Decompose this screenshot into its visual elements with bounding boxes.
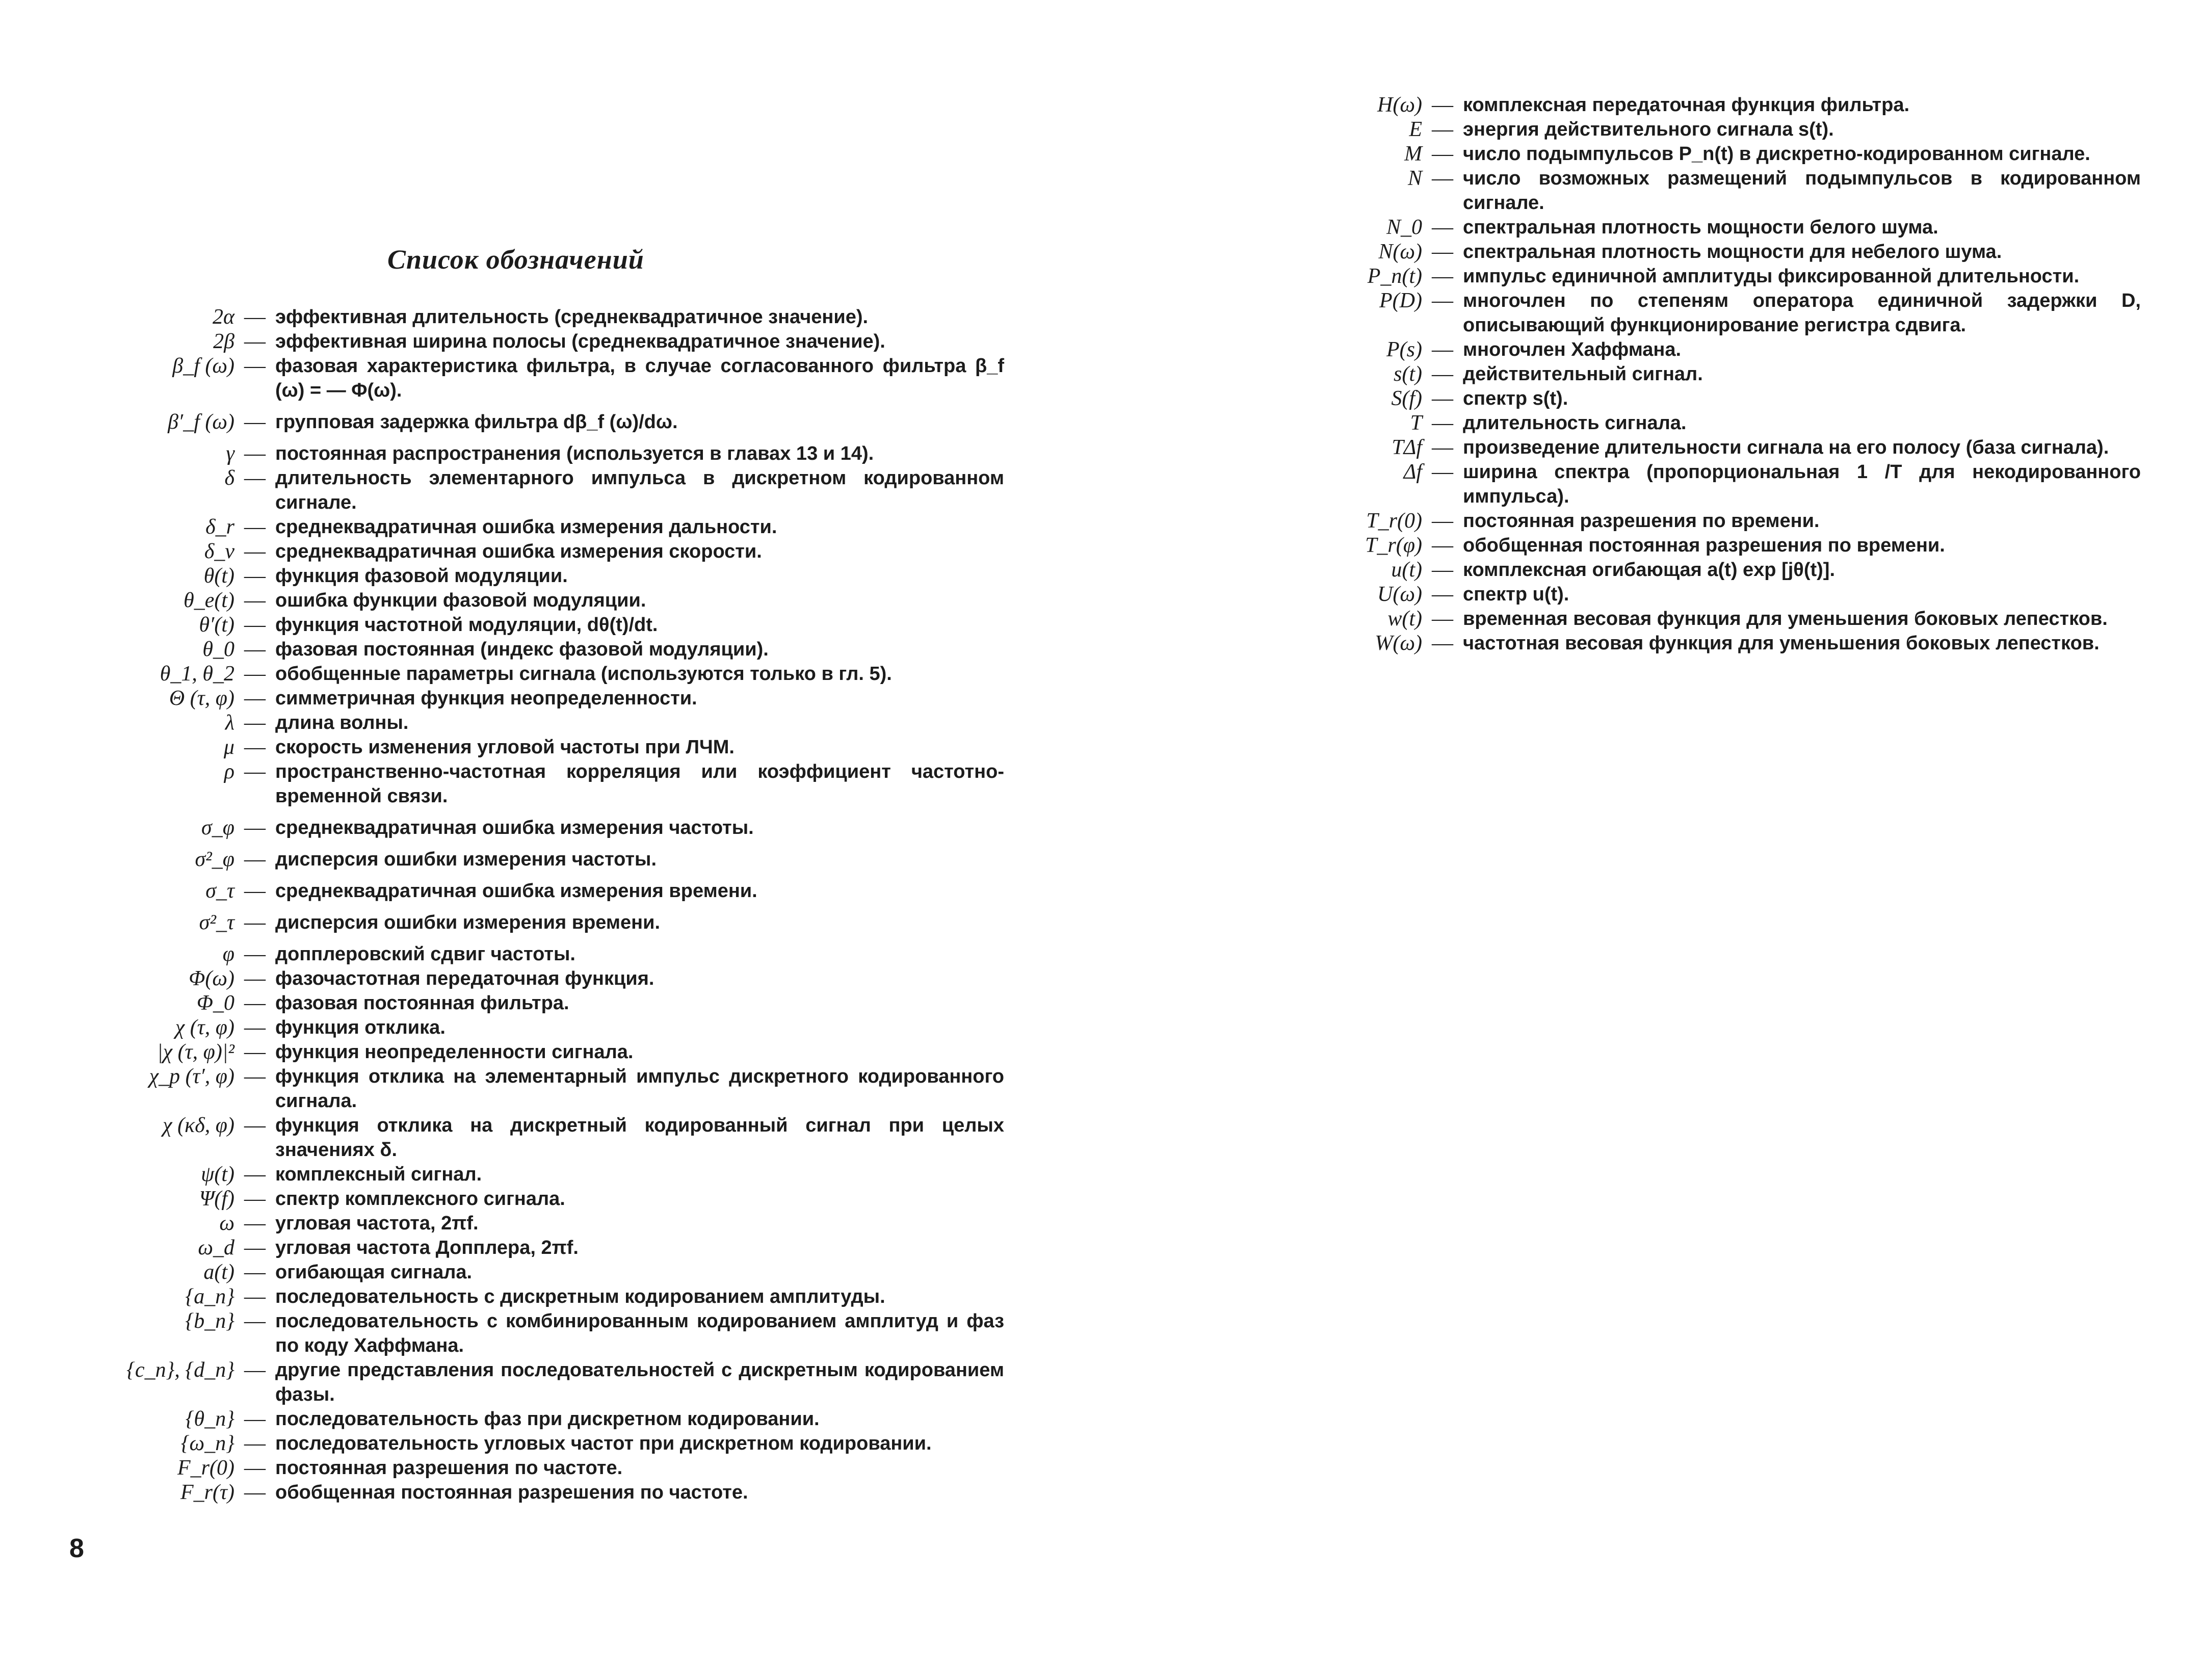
glossary-entry [61, 759, 1004, 808]
glossary-definition: фазочастотная передаточная функция. [275, 968, 654, 989]
glossary-entry [1223, 533, 2141, 558]
glossary-dash: — [244, 1065, 266, 1088]
glossary-symbol: ω [219, 1212, 234, 1235]
glossary-definition: комплексный сигнал. [275, 1164, 482, 1185]
glossary-dash: — [244, 687, 266, 710]
glossary-definition: среднеквадратичная ошибка измерения частоты. [275, 817, 754, 838]
glossary-symbol: δ_v [204, 540, 234, 563]
glossary-definition: ширина спектра (пропорциональная 1 /T для некодированного импульса). [1463, 461, 2141, 507]
glossary-entry [1223, 117, 2141, 142]
glossary-symbol: Φ_0 [197, 991, 234, 1015]
right-glossary-list [1223, 93, 2141, 655]
glossary-entry [61, 466, 1004, 515]
glossary-dash: — [244, 613, 266, 637]
glossary-entry [61, 711, 1004, 735]
glossary-definition: функция фазовой модуляции. [275, 565, 568, 587]
glossary-dash: — [1432, 240, 1453, 264]
glossary-entry [61, 410, 1004, 434]
glossary-symbol: σ²_φ [195, 848, 234, 871]
glossary-entry [1223, 631, 2141, 655]
glossary-definition: угловая частота Допплера, 2πf. [275, 1237, 579, 1258]
glossary-dash: — [244, 967, 266, 990]
glossary-symbol: a(t) [203, 1261, 234, 1284]
glossary-dash: — [244, 1456, 266, 1480]
glossary-dash: — [1432, 338, 1453, 361]
glossary-symbol: u(t) [1391, 558, 1422, 582]
glossary-definition: обобщенная постоянная разрешения по времени. [1463, 535, 1945, 556]
glossary-dash: — [244, 410, 266, 434]
glossary-dash: — [1432, 265, 1453, 288]
glossary-symbol: χ (τ, φ) [175, 1016, 234, 1039]
glossary-symbol: Δf [1403, 460, 1422, 484]
glossary-symbol: P(s) [1386, 338, 1422, 361]
glossary-dash: — [244, 515, 266, 539]
glossary-dash: — [1432, 167, 1453, 190]
glossary-definition: эффективная ширина полосы (среднеквадратичное значение). [275, 331, 885, 352]
glossary-definition: фазовая постоянная фильтра. [275, 992, 569, 1014]
glossary-symbol: {a_n} [185, 1285, 234, 1308]
glossary-dash: — [244, 638, 266, 661]
glossary-dash: — [244, 1358, 266, 1382]
glossary-entry [61, 588, 1004, 613]
glossary-dash: — [244, 1187, 266, 1211]
glossary-dash: — [1432, 118, 1453, 141]
glossary-entry [61, 1040, 1004, 1064]
page-number: 8 [69, 1534, 84, 1563]
glossary-dash: — [244, 848, 266, 871]
glossary-symbol: δ_r [205, 515, 234, 539]
glossary-symbol: ω_d [198, 1236, 234, 1259]
glossary-entry [61, 1480, 1004, 1505]
glossary-dash: — [1432, 534, 1453, 557]
glossary-entry [61, 1211, 1004, 1236]
glossary-definition: дисперсия ошибки измерения времени. [275, 912, 661, 933]
glossary-entry [61, 613, 1004, 637]
glossary-entry [61, 1236, 1004, 1260]
glossary-dash: — [244, 1481, 266, 1504]
glossary-symbol: 2α [212, 305, 234, 329]
glossary-dash: — [244, 760, 266, 783]
glossary-entry [1223, 607, 2141, 631]
glossary-symbol: θ′(t) [199, 613, 234, 637]
glossary-symbol: N(ω) [1378, 240, 1422, 264]
glossary-dash: — [1432, 216, 1453, 239]
glossary-definition: произведение длительности сигнала на его полосу (база сигнала). [1463, 437, 2109, 458]
glossary-entry [61, 1358, 1004, 1407]
glossary-entry [61, 910, 1004, 935]
glossary-entry [61, 735, 1004, 759]
glossary-dash: — [244, 1285, 266, 1308]
glossary-definition: спектр комплексного сигнала. [275, 1188, 565, 1210]
glossary-dash: — [244, 330, 266, 353]
glossary-symbol: σ_φ [201, 816, 234, 839]
glossary-entry [61, 1064, 1004, 1113]
glossary-symbol: {b_n} [185, 1309, 234, 1333]
glossary-dash: — [1432, 583, 1453, 606]
glossary-entry [61, 637, 1004, 662]
glossary-definition: функция отклика на элементарный импульс дискретного кодированного сигнала. [275, 1066, 1004, 1112]
glossary-definition: длительность элементарного импульса в дискретном кодированном сигнале. [275, 467, 1004, 513]
glossary-definition: спектральная плотность мощности белого шума. [1463, 217, 1938, 238]
glossary-definition: многочлен по степеням оператора единичной задержки D, описывающий функционирование регистра сдвига. [1463, 290, 2141, 336]
glossary-symbol: T_r(0) [1366, 509, 1422, 533]
glossary-dash: — [1432, 632, 1453, 655]
glossary-dash: — [244, 816, 266, 839]
glossary-definition: последовательность угловых частот при дискретном кодировании. [275, 1433, 932, 1454]
glossary-symbol: Φ(ω) [189, 967, 234, 990]
glossary-definition: комплексная передаточная функция фильтра. [1463, 94, 1910, 116]
glossary-symbol: M [1404, 142, 1422, 166]
glossary-symbol: Ψ(f) [199, 1187, 234, 1211]
glossary-definition: спектральная плотность мощности для небелого шума. [1463, 241, 2002, 262]
glossary-symbol: U(ω) [1377, 583, 1422, 606]
glossary-entry [1223, 460, 2141, 509]
glossary-definition: частотная весовая функция для уменьшения боковых лепестков. [1463, 633, 2100, 654]
glossary-symbol: γ [226, 442, 234, 465]
glossary-dash: — [244, 354, 266, 378]
glossary-symbol: T_r(φ) [1365, 534, 1422, 557]
glossary-definition: среднеквадратичная ошибка измерения дальности. [275, 516, 777, 538]
glossary-entry [61, 966, 1004, 991]
glossary-symbol: Θ (τ, φ) [169, 687, 234, 710]
glossary-entry [61, 1456, 1004, 1480]
glossary-dash: — [244, 879, 266, 903]
glossary-definition: фазовая постоянная (индекс фазовой модуляции). [275, 639, 769, 660]
glossary-dash: — [244, 466, 266, 490]
glossary-entry [1223, 362, 2141, 386]
glossary-definition: спектр u(t). [1463, 584, 1569, 605]
glossary-definition: пространственно-частотная корреляция или коэффициент частотно-временной связи. [275, 761, 1004, 807]
glossary-definition: среднеквадратичная ошибка измерения скорости. [275, 541, 762, 562]
glossary-definition: среднеквадратичная ошибка измерения времени. [275, 880, 757, 902]
glossary-symbol: N_0 [1386, 216, 1422, 239]
glossary-entry [1223, 337, 2141, 362]
glossary-entry [1223, 240, 2141, 264]
glossary-definition: временная весовая функция для уменьшения боковых лепестков. [1463, 608, 2108, 629]
glossary-symbol: {ω_n} [180, 1432, 234, 1455]
glossary-entry [1223, 142, 2141, 166]
glossary-dash: — [244, 991, 266, 1015]
glossary-symbol: s(t) [1394, 362, 1422, 386]
glossary-entry [1223, 264, 2141, 288]
glossary-entry [1223, 411, 2141, 435]
glossary-dash: — [1432, 558, 1453, 582]
glossary-definition: дисперсия ошибки измерения частоты. [275, 849, 657, 870]
glossary-entry [61, 847, 1004, 872]
glossary-dash: — [244, 711, 266, 734]
glossary-dash: — [244, 1212, 266, 1235]
glossary-definition: другие представления последовательностей с дискретным кодированием фазы. [275, 1359, 1004, 1405]
glossary-dash: — [1432, 436, 1453, 459]
glossary-entry [61, 1407, 1004, 1431]
glossary-entry [61, 1162, 1004, 1187]
glossary-definition: фазовая характеристика фильтра, в случае согласованного фильтра β_f (ω) = — Φ(ω). [275, 355, 1004, 401]
glossary-symbol: W(ω) [1375, 632, 1422, 655]
glossary-dash: — [244, 1016, 266, 1039]
glossary-definition: комплексная огибающая a(t) exp [jθ(t)]. [1463, 559, 1835, 581]
glossary-definition: допплеровский сдвиг частоты. [275, 943, 575, 965]
glossary-symbol: TΔf [1392, 436, 1422, 459]
left-glossary-list [61, 305, 1004, 1505]
glossary-entry [61, 879, 1004, 903]
glossary-symbol: F_r(0) [177, 1456, 234, 1480]
glossary-dash: — [1432, 93, 1453, 117]
glossary-definition: длительность сигнала. [1463, 412, 1687, 434]
glossary-dash: — [1432, 460, 1453, 484]
glossary-definition: спектр s(t). [1463, 388, 1568, 409]
glossary-symbol: P(D) [1379, 289, 1422, 312]
glossary-dash: — [1432, 607, 1453, 631]
glossary-symbol: N [1407, 167, 1422, 190]
glossary-symbol: ψ(t) [201, 1163, 234, 1186]
glossary-symbol: β_f (ω) [172, 354, 234, 378]
glossary-definition: ошибка функции фазовой модуляции. [275, 590, 646, 611]
glossary-definition: энергия действительного сигнала s(t). [1463, 119, 1834, 140]
glossary-entry [61, 329, 1004, 354]
glossary-symbol: θ(t) [203, 564, 234, 588]
glossary-symbol: S(f) [1391, 387, 1422, 410]
glossary-entry [61, 1284, 1004, 1309]
glossary-dash: — [1432, 509, 1453, 533]
glossary-definition: эффективная длительность (среднеквадратичное значение). [275, 306, 869, 328]
glossary-definition: последовательность с комбинированным кодированием амплитуд и фаз по коду Хаффмана. [275, 1310, 1004, 1356]
glossary-symbol: δ [224, 466, 234, 490]
glossary-definition: последовательность фаз при дискретном кодировании. [275, 1408, 820, 1430]
glossary-definition: последовательность с дискретным кодированием амплитуды. [275, 1286, 885, 1307]
glossary-symbol: χ_p (τ′, φ) [149, 1065, 234, 1088]
glossary-definition: постоянная разрешения по времени. [1463, 510, 1820, 532]
glossary-entry [61, 354, 1004, 403]
glossary-definition: огибающая сигнала. [275, 1262, 473, 1283]
glossary-definition: функция частотной модуляции, dθ(t)/dt. [275, 614, 658, 636]
glossary-definition: скорость изменения угловой частоты при ЛЧМ. [275, 737, 735, 758]
page-heading: Список обозначений [387, 244, 644, 275]
glossary-symbol: w(t) [1387, 607, 1422, 631]
glossary-entry [1223, 166, 2141, 215]
glossary-symbol: β′_f (ω) [168, 410, 234, 434]
glossary-definition: обобщенная постоянная разрешения по частоте. [275, 1482, 748, 1503]
glossary-symbol: |χ (τ, φ)|² [157, 1040, 234, 1064]
glossary-entry [61, 1187, 1004, 1211]
glossary-dash: — [244, 540, 266, 563]
glossary-symbol: H(ω) [1377, 93, 1422, 117]
glossary-definition: многочлен Хаффмана. [1463, 339, 1682, 360]
glossary-entry [61, 1431, 1004, 1456]
glossary-entry [1223, 558, 2141, 582]
glossary-symbol: P_n(t) [1367, 265, 1422, 288]
glossary-entry [61, 564, 1004, 588]
glossary-symbol: F_r(τ) [180, 1481, 234, 1504]
glossary-dash: — [244, 1040, 266, 1064]
glossary-definition: групповая задержка фильтра dβ_f (ω)/dω. [275, 411, 678, 433]
glossary-symbol: T [1410, 411, 1422, 435]
glossary-entry [61, 1260, 1004, 1284]
glossary-entry [1223, 509, 2141, 533]
glossary-entry [61, 942, 1004, 966]
glossary-symbol: χ (κδ, φ) [163, 1114, 234, 1137]
glossary-entry [1223, 288, 2141, 337]
glossary-symbol: {c_n}, {d_n} [126, 1358, 234, 1382]
glossary-definition: обобщенные параметры сигнала (используются только в гл. 5). [275, 663, 892, 685]
glossary-dash: — [1432, 289, 1453, 312]
glossary-dash: — [244, 1309, 266, 1333]
glossary-entry [61, 991, 1004, 1015]
glossary-entry [61, 816, 1004, 840]
glossary-definition: функция отклика. [275, 1017, 445, 1038]
glossary-dash: — [1432, 387, 1453, 410]
glossary-entry [61, 1309, 1004, 1358]
glossary-symbol: σ_τ [205, 879, 234, 903]
glossary-definition: число подымпульсов P_n(t) в дискретно-кодированном сигнале. [1463, 143, 2090, 165]
glossary-entry [61, 539, 1004, 564]
glossary-entry [1223, 582, 2141, 607]
glossary-entry [61, 305, 1004, 329]
glossary-dash: — [244, 1236, 266, 1259]
glossary-definition: симметричная функция неопределенности. [275, 688, 697, 709]
glossary-symbol: {θ_n} [185, 1407, 234, 1431]
glossary-dash: — [244, 305, 266, 329]
glossary-symbol: σ²_τ [199, 911, 234, 934]
glossary-dash: — [244, 1261, 266, 1284]
glossary-dash: — [244, 442, 266, 465]
glossary-entry [61, 662, 1004, 686]
glossary-dash: — [244, 1163, 266, 1186]
glossary-dash: — [1432, 411, 1453, 435]
glossary-dash: — [244, 589, 266, 612]
glossary-entry [1223, 386, 2141, 411]
glossary-entry [61, 1113, 1004, 1162]
glossary-definition: функция неопределенности сигнала. [275, 1041, 634, 1063]
glossary-symbol: θ_1, θ_2 [160, 662, 234, 686]
glossary-dash: — [244, 1432, 266, 1455]
glossary-entry [1223, 435, 2141, 460]
glossary-symbol: 2β [213, 330, 234, 353]
glossary-symbol: θ_e(t) [184, 589, 234, 612]
glossary-dash: — [244, 564, 266, 588]
right-page [1101, 0, 2202, 1680]
glossary-symbol: θ_0 [202, 638, 234, 661]
glossary-symbol: φ [222, 942, 234, 966]
glossary-definition: постоянная разрешения по частоте. [275, 1457, 623, 1479]
glossary-dash: — [244, 911, 266, 934]
glossary-definition: действительный сигнал. [1463, 363, 1703, 385]
glossary-dash: — [244, 662, 266, 686]
glossary-entry [61, 686, 1004, 711]
glossary-dash: — [244, 1407, 266, 1431]
glossary-dash: — [244, 736, 266, 759]
glossary-symbol: λ [225, 711, 234, 734]
glossary-dash: — [1432, 142, 1453, 166]
glossary-entry [61, 441, 1004, 466]
glossary-dash: — [244, 1114, 266, 1137]
glossary-entry [1223, 93, 2141, 117]
glossary-definition: импульс единичной амплитуды фиксированной длительности. [1463, 266, 2080, 287]
glossary-symbol: E [1409, 118, 1422, 141]
glossary-entry [61, 515, 1004, 539]
glossary-symbol: μ [223, 736, 234, 759]
glossary-dash: — [1432, 362, 1453, 386]
glossary-dash: — [244, 942, 266, 966]
glossary-entry [1223, 215, 2141, 240]
glossary-definition: функция отклика на дискретный кодированный сигнал при целых значениях δ. [275, 1115, 1004, 1161]
glossary-symbol: ρ [224, 760, 234, 783]
glossary-definition: число возможных размещений подымпульсов в кодированном сигнале. [1463, 168, 2141, 214]
glossary-definition: длина волны. [275, 712, 409, 733]
glossary-entry [61, 1015, 1004, 1040]
glossary-definition: угловая частота, 2πf. [275, 1213, 479, 1234]
glossary-definition: постоянная распространения (используется в главах 13 и 14). [275, 443, 874, 464]
